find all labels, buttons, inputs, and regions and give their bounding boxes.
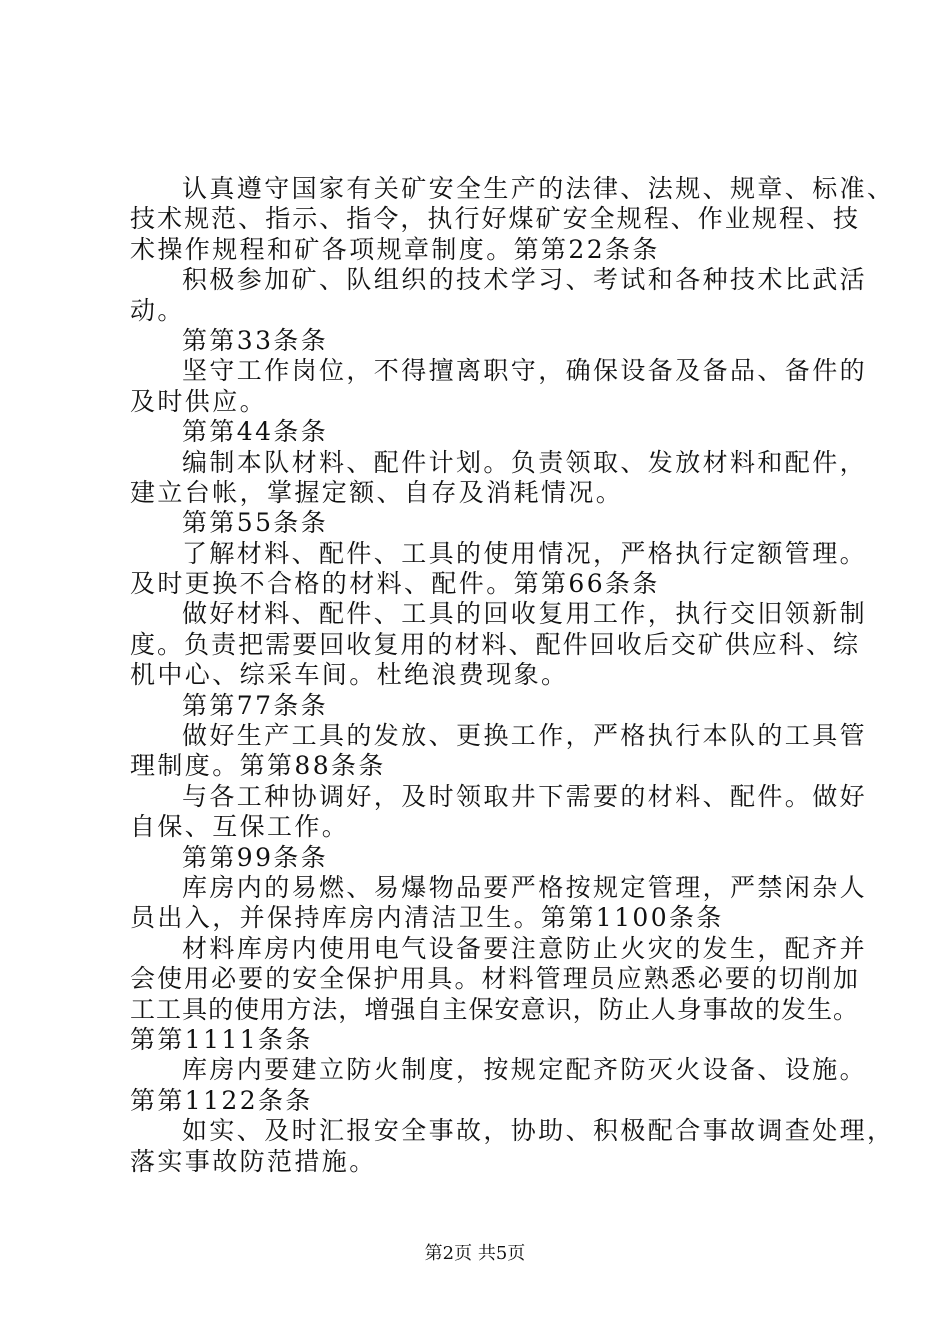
text-line: 材料库房内使用电气设备要注意防止火灾的发生，配齐并 <box>182 933 868 963</box>
article-heading: 第第55条条 <box>182 508 329 538</box>
text-line: 会使用必要的安全保护用具。材料管理员应熟悉必要的切削加 <box>130 964 858 994</box>
text-line: 落实事故防范措施。 <box>130 1146 377 1176</box>
text-line: 机中心、综采车间。杜绝浪费现象。 <box>130 660 569 690</box>
text-line: 理制度。第第88条条 <box>130 751 386 781</box>
text-line: 了解材料、配件、工具的使用情况，严格执行定额管理。 <box>182 538 868 568</box>
text-line: 与各工种协调好，及时领取井下需要的材料、配件。做好 <box>182 781 868 811</box>
text-line: 积极参加矿、队组织的技术学习、考试和各种技术比武活 <box>182 265 868 295</box>
text-line: 坚守工作岗位，不得擅离职守，确保设备及备品、备件的 <box>182 356 868 386</box>
text-line: 术操作规程和矿各项规章制度。第第22条条 <box>130 234 660 264</box>
text-line: 及时更换不合格的材料、配件。第第66条条 <box>130 569 660 599</box>
article-heading: 第第33条条 <box>182 325 329 355</box>
text-line: 自保、互保工作。 <box>130 812 350 842</box>
document-body <box>130 174 895 1177</box>
text-line: 库房内要建立防火制度，按规定配齐防灭火设备、设施。 <box>182 1055 868 1085</box>
text-line: 建立台帐，掌握定额、自存及消耗情况。 <box>130 477 624 507</box>
article-heading: 第第44条条 <box>182 417 329 447</box>
text-line: 动。 <box>130 295 185 325</box>
text-line: 及时供应。 <box>130 386 268 416</box>
article-heading: 第第77条条 <box>182 690 329 720</box>
page-number-footer: 第2页 共5页 <box>424 1243 526 1264</box>
article-heading: 第第99条条 <box>182 842 329 872</box>
article-heading: 第第1111条条 <box>130 1024 313 1054</box>
text-line: 编制本队材料、配件计划。负责领取、发放材料和配件， <box>182 447 868 477</box>
text-line: 如实、及时汇报安全事故，协助、积极配合事故调查处理， <box>182 1116 895 1146</box>
text-line: 工工具的使用方法，增强自主保安意识，防止人身事故的发生。 <box>130 994 858 1024</box>
text-line: 员出入，并保持库房内清洁卫生。第第1100条条 <box>130 903 724 933</box>
text-line: 库房内的易燃、易爆物品要严格按规定管理，严禁闲杂人 <box>182 872 868 902</box>
article-heading: 第第1122条条 <box>130 1085 313 1115</box>
text-line: 度。负责把需要回收复用的材料、配件回收后交矿供应科、综 <box>130 629 858 659</box>
text-line: 做好生产工具的发放、更换工作，严格执行本队的工具管 <box>182 721 868 751</box>
text-line: 技术规范、指示、指令，执行好煤矿安全规程、作业规程、技 <box>130 204 858 234</box>
text-line: 做好材料、配件、工具的回收复用工作，执行交旧领新制 <box>182 599 868 629</box>
text-line: 认真遵守国家有关矿安全生产的法律、法规、规章、标准、 <box>182 174 895 203</box>
